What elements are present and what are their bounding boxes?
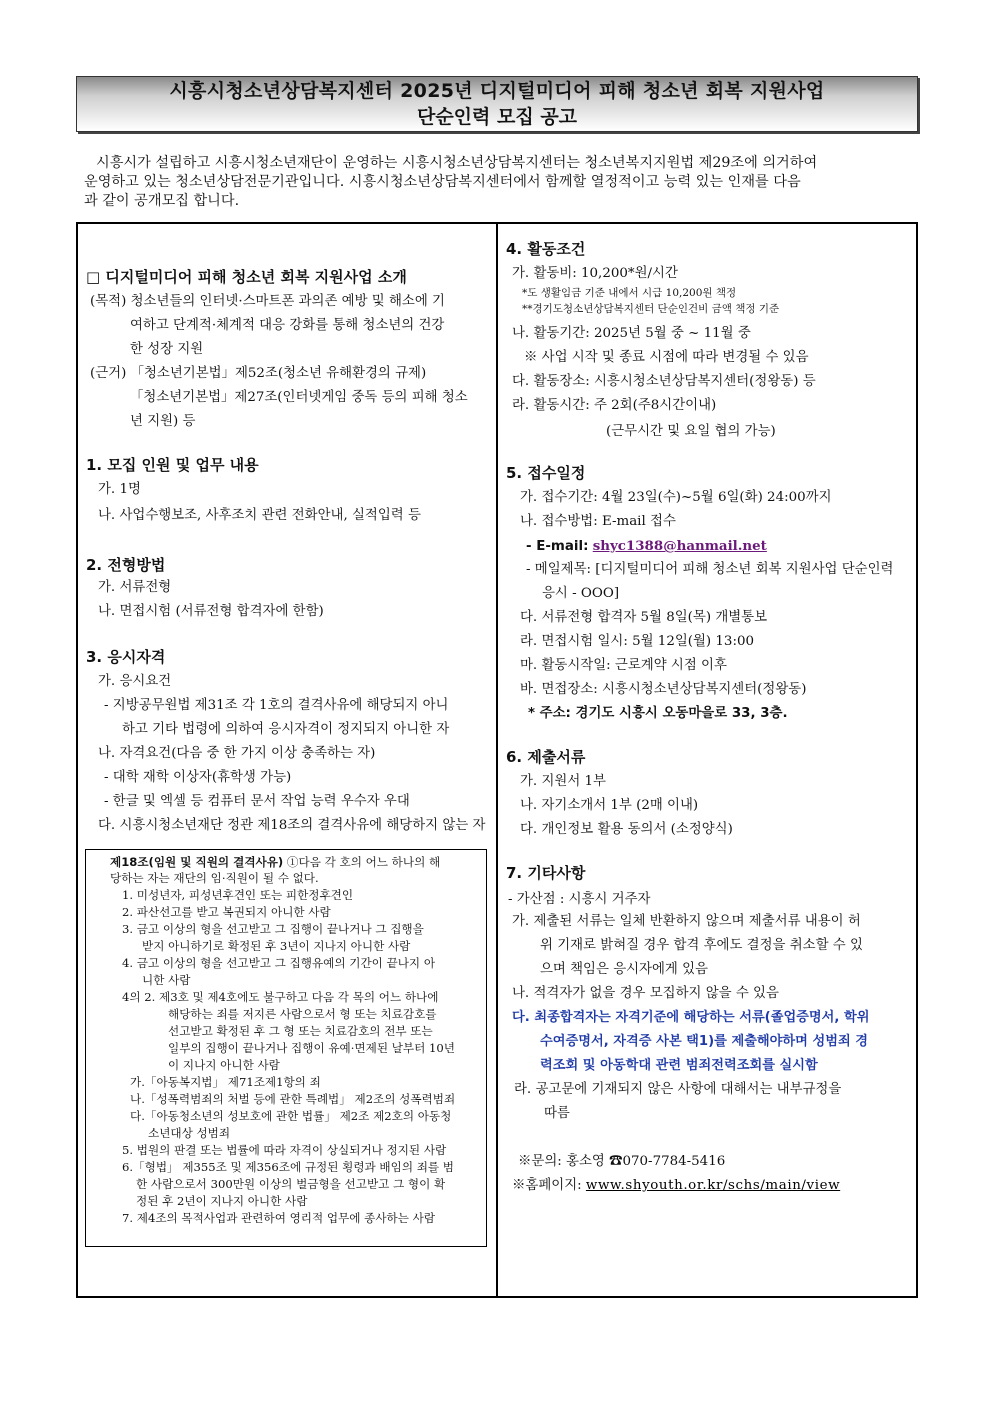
box-item: 정된 후 2년이 지나지 아니한 사람 — [136, 1194, 308, 1208]
section-1-item: 나. 사업수행보조, 사후조치 관련 전화안내, 실적입력 등 — [98, 508, 421, 523]
basis-line: 년 지원) 등 — [130, 414, 196, 429]
section-3-item: 다. 시흥시청소년재단 정관 제18조의 결격사유에 해당하지 않는 자 — [98, 818, 486, 833]
intro-line: 운영하고 있는 청소년상담전문기관입니다. 시흥시청소년상담복지센터에서 함께할 열정적이고 능력 있는 인재를 다음 — [84, 174, 801, 190]
box-item: 6.「형법」 제355조 및 제356조에 규정된 횡령과 배임의 죄를 범 — [122, 1160, 454, 1174]
email-label: - E-mail: — [526, 539, 589, 554]
box-heading-rest: ①다음 각 호의 어느 하나의 해 — [283, 855, 441, 869]
pay-note: **경기도청소년상담복지센터 단순인건비 금액 책정 기준 — [522, 303, 780, 315]
section-6-item: 가. 지원서 1부 — [520, 774, 606, 789]
section-7-item: 나. 적격자가 없을 경우 모집하지 않을 수 있음 — [512, 986, 779, 1001]
section-3-item: - 지방공무원법 제31조 각 1호의 결격사유에 해당되지 아니 — [104, 698, 449, 713]
box-item: 3. 금고 이상의 형을 선고받고 그 집행이 끝나거나 그 집행을 — [122, 922, 424, 936]
intro-line: 과 같이 공개모집 합니다. — [84, 193, 240, 209]
mail-subject-line: 응시 - OOO] — [542, 586, 620, 601]
section-5-item: 마. 활동시작일: 근로계약 시점 이후 — [520, 658, 727, 673]
program-intro-heading: □ 디지털미디어 피해 청소년 회복 지원사업 소개 — [86, 268, 407, 286]
box-heading-bold: 제18조(임원 및 직원의 결격사유) — [110, 855, 284, 869]
box-heading-2: 당하는 자는 재단의 임·직원이 될 수 없다. — [110, 871, 319, 885]
content-table — [76, 222, 918, 1298]
section-5-item: 바. 면접장소: 시흥시청소년상담복지센터(정왕동) — [520, 682, 807, 697]
email-line — [526, 534, 767, 559]
section-6-heading: 6. 제출서류 — [506, 748, 586, 766]
box-item: 4의 2. 제3호 및 제4호에도 불구하고 다음 각 목의 어느 하나에 — [122, 990, 439, 1004]
title-banner — [76, 76, 918, 132]
purpose-line: 한 성장 지원 — [130, 342, 204, 357]
section-5-item: 가. 접수기간: 4월 23일(수)~5월 6일(화) 24:00까지 — [520, 490, 832, 505]
purpose-line: 여하고 단계적·체계적 대응 강화를 통해 청소년의 건강 — [130, 318, 445, 333]
intro-paragraph — [84, 154, 912, 211]
box-item: 5. 법원의 판결 또는 법률에 따라 자격이 상실되거나 정지된 사람 — [122, 1143, 447, 1157]
section-7-item: 따름 — [544, 1106, 570, 1121]
section-4-item: 다. 활동장소: 시흥시청소년상담복지센터(정왕동) 등 — [512, 374, 816, 389]
section-3-item: - 한글 및 엑셀 등 컴퓨터 문서 작업 능력 우수자 우대 — [104, 794, 410, 809]
section-4-item: 라. 활동시간: 주 2회(주8시간이내) — [512, 398, 717, 413]
section-5-item: 다. 서류전형 합격자 5월 8일(목) 개별통보 — [520, 610, 768, 625]
box-item: 일부의 집행이 끝나거나 집행이 유예·면제된 날부터 10년 — [168, 1041, 455, 1055]
section-7-item: 으며 책임은 응시자에게 있음 — [540, 962, 708, 977]
box-item: 해당하는 죄를 저지른 사람으로서 형 또는 치료감호를 — [168, 1007, 437, 1021]
section-3-item: 가. 응시요건 — [98, 674, 172, 689]
column-divider — [496, 224, 498, 1296]
homepage-label: ※홈페이지: — [512, 1178, 582, 1193]
section-3-heading: 3. 응시자격 — [86, 648, 166, 666]
title-line-1: 시흥시청소년상담복지센터 2025년 디지털미디어 피해 청소년 회복 지원사업 — [169, 80, 825, 102]
address-line: * 주소: 경기도 시흥시 오동마을로 33, 3층. — [528, 706, 788, 721]
box-item: 선고받고 확정된 후 그 형 또는 치료감호의 전부 또는 — [168, 1024, 433, 1038]
homepage-line — [512, 1174, 840, 1198]
box-item: 나.「성폭력범죄의 처벌 등에 관한 특례법」 제2조의 성폭력범죄 — [130, 1092, 456, 1106]
box-item: 가.「아동복지법」 제71조제1항의 죄 — [130, 1075, 321, 1089]
section-2-item: 나. 면접시험 (서류전형 합격자에 한함) — [98, 604, 324, 619]
section-4-item: 나. 활동기간: 2025년 5월 중 ~ 11월 중 — [512, 326, 751, 341]
section-7-heading: 7. 기타사항 — [506, 864, 586, 882]
final-candidate-notice: 수여증명서, 자격증 사본 택1)를 제출해야하며 성범죄 경 — [540, 1034, 869, 1049]
final-candidate-notice: 력조회 및 아동학대 관련 범죄전력조회를 실시함 — [540, 1058, 818, 1073]
box-item: 1. 미성년자, 피성년후견인 또는 피한정후견인 — [122, 888, 354, 902]
homepage-link[interactable]: www.shyouth.or.kr/schs/main/view — [585, 1178, 841, 1193]
section-2-item: 가. 서류전형 — [98, 580, 172, 595]
disqualification-box — [85, 849, 487, 1247]
box-item: 7. 제4조의 목적사업과 관련하여 영리적 업무에 종사하는 사람 — [122, 1211, 436, 1225]
box-heading — [110, 855, 440, 870]
section-5-item: 라. 면접시험 일시: 5월 12일(월) 13:00 — [520, 634, 754, 649]
section-3-item: 하고 기타 법령에 의하여 응시자격이 정지되지 아니한 자 — [122, 722, 450, 737]
section-4-item: ※ 사업 시작 및 종료 시점에 따라 변경될 수 있음 — [524, 350, 809, 365]
box-item: 4. 금고 이상의 형을 선고받고 그 집행유예의 기간이 끝나지 아 — [122, 956, 436, 970]
section-1-heading: 1. 모집 인원 및 업무 내용 — [86, 456, 259, 474]
section-4-item: (근무시간 및 요일 협의 가능) — [606, 424, 776, 439]
mail-subject-line: - 메일제목: [디지털미디어 피해 청소년 회복 지원사업 단순인력 — [526, 562, 894, 577]
box-item: 소년대상 성범죄 — [148, 1126, 231, 1140]
final-candidate-notice: 다. 최종합격자는 자격기준에 해당하는 서류(졸업증명서, 학위 — [512, 1010, 870, 1025]
pay-note: *도 생활임금 기준 내에서 시급 10,200원 책정 — [522, 287, 737, 299]
box-item: 받지 아니하기로 확정된 후 3년이 지나지 아니한 사람 — [142, 939, 411, 953]
box-item: 이 지나지 아니한 사람 — [168, 1058, 280, 1072]
purpose-line: (목적) 청소년들의 인터넷·스마트폰 과의존 예방 및 해소에 기 — [90, 294, 445, 309]
section-2-heading: 2. 전형방법 — [86, 556, 166, 574]
box-item: 다.「아동청소년의 성보호에 관한 법률」 제2조 제2호의 아동청 — [130, 1109, 452, 1123]
intro-line: 시흥시가 설립하고 시흥시청소년재단이 운영하는 시흥시청소년상담복지센터는 청소년복지지원법 제29조에 의거하여 — [96, 155, 818, 171]
box-item: 한 사람으로서 300만원 이상의 벌금형을 선고받고 그 형이 확 — [136, 1177, 446, 1191]
section-3-item: - 대학 재학 이상자(휴학생 가능) — [104, 770, 292, 785]
bonus-line: - 가산점 : 시흥시 거주자 — [508, 892, 651, 907]
box-item: 2. 파산선고를 받고 복권되지 아니한 사람 — [122, 905, 331, 919]
basis-line: 「청소년기본법」제27조(인터넷게임 중독 등의 피해 청소 — [130, 390, 468, 405]
section-1-item: 가. 1명 — [98, 482, 141, 497]
section-7-item: 위 기재로 밝혀질 경우 합격 후에도 결정을 취소할 수 있 — [540, 938, 863, 953]
section-5-heading: 5. 접수일정 — [506, 464, 586, 482]
section-3-item: 나. 자격요건(다음 중 한 가지 이상 충족하는 자) — [98, 746, 376, 761]
basis-line: (근거) 「청소년기본법」제52조(청소년 유해환경의 규제) — [90, 366, 427, 381]
section-6-item: 나. 자기소개서 1부 (2매 이내) — [520, 798, 699, 813]
email-link[interactable]: shyc1388@hanmail.net — [592, 538, 767, 554]
section-7-item: 라. 공고문에 기재되지 않은 사항에 대해서는 내부규정을 — [514, 1082, 842, 1097]
box-item: 니한 사람 — [142, 973, 191, 987]
section-6-item: 다. 개인정보 활용 동의서 (소정양식) — [520, 822, 733, 837]
contact-line: ※문의: 홍소영 ☎070-7784-5416 — [518, 1154, 726, 1169]
section-5-item: 나. 접수방법: E-mail 접수 — [520, 514, 676, 529]
section-7-item: 가. 제출된 서류는 일체 반환하지 않으며 제출서류 내용이 허 — [512, 914, 861, 929]
pay-line: 가. 활동비: 10,200*원/시간 — [512, 266, 678, 281]
title-line-2: 단순인력 모집 공고 — [416, 106, 578, 128]
section-4-heading: 4. 활동조건 — [506, 240, 586, 258]
